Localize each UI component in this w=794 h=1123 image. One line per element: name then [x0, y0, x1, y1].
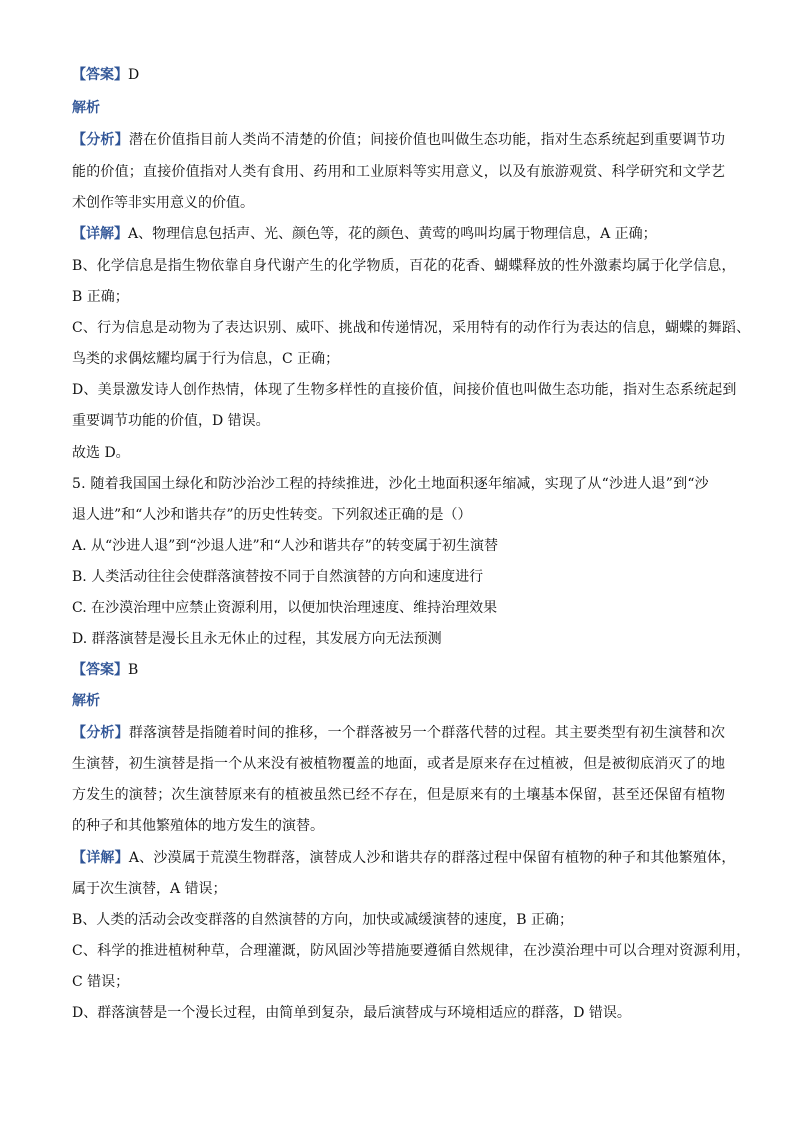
xiangjie-tag: 【详解】	[72, 850, 129, 866]
q5-stem-line-1: 5. 随着我国国土绿化和防沙治沙工程的持续推进，沙化土地面积逐年缩减，实现了从“沙进人退”到“沙	[72, 476, 709, 492]
q4-line-c-2: 鸟类的求偶炫耀均属于行为信息，C 正确；	[72, 351, 340, 367]
xiangjie-text: A、物理信息包括声、光、颜色等，花的颜色、黄莺的鸣叫均属于物理信息，A 正确；	[128, 226, 657, 242]
xiangjie-tag: 【详解】	[72, 226, 128, 242]
analysis-tag: 解析	[72, 100, 100, 116]
answer-tag: 【答案】	[72, 662, 128, 678]
q5-option-b: B. 人类活动往往会使群落演替按不同于自然演替的方向和速度进行	[72, 569, 484, 585]
q4-line-d-1: D、美景激发诗人创作热情，体现了生物多样性的直接价值，间接价值也叫做生态功能，指对生态系统起到	[72, 382, 737, 398]
q4-fenxi-line-2: 能的价值；直接价值指对人类有食用、药用和工业原料等实用意义，以及有旅游观赏、科学研究和文学艺	[72, 164, 726, 180]
fenxi-text: 群落演替是指随着时间的推移，一个群落被另一个群落代替的过程。其主要类型有初生演替和次	[128, 725, 726, 741]
q5-option-d: D. 群落演替是漫长且永无休止的过程，其发展方向无法预测	[72, 631, 442, 647]
q4-fenxi-line-3: 术创作等非实用意义的价值。	[72, 195, 254, 211]
fenxi-tag: 【分析】	[72, 132, 129, 148]
q5-line-b-1: B、人类的活动会改变群落的自然演替的方向，加快或减缓演替的速度，B 正确；	[72, 912, 574, 928]
q5-fenxi-line-1	[72, 723, 732, 743]
q5-xiangjie-line-2: 属于次生演替，A 错误；	[72, 881, 227, 897]
q5-answer-line	[72, 660, 732, 680]
q5-option-a: A. 从“沙进人退”到“沙退人进”和“人沙和谐共存”的转变属于初生演替	[72, 538, 498, 554]
q4-line-b-1: B、化学信息是指生物依靠自身代谢产生的化学物质，百花的花香、蝴蝶释放的性外激素均属于化学信息，	[72, 258, 736, 274]
xiangjie-text: A、沙漠属于荒漠生物群落，演替成人沙和谐共存的群落过程中保留有植物的种子和其他繁殖体，	[128, 850, 736, 866]
q4-xiangjie-line-1	[72, 224, 732, 244]
q4-analysis-heading	[72, 98, 732, 118]
q5-fenxi-line-4: 的种子和其他繁殖体的地方发生的演替。	[72, 818, 324, 834]
q5-analysis-heading	[72, 691, 732, 711]
q4-line-d-2: 重要调节功能的价值，D 错误。	[72, 413, 270, 429]
q5-fenxi-line-3: 方发生的演替；次生演替原来有的植被虽然已经不存在，但是原来有的土壤基本保留，甚至还保留有植物	[72, 787, 726, 803]
q5-line-c-1: C、科学的推进植树种草，合理灌溉，防风固沙等措施要遵循自然规律，在沙漠治理中可以合理对资源利用，	[72, 943, 751, 959]
fenxi-text: 潜在价值指目前人类尚不清楚的价值；间接价值也叫做生态功能，指对生态系统起到重要调节功	[128, 132, 726, 148]
q4-conclusion: 故选 D。	[72, 445, 130, 461]
q4-line-b-2: B 正确；	[72, 289, 129, 305]
fenxi-tag: 【分析】	[72, 725, 129, 741]
q4-fenxi-line-1	[72, 130, 732, 150]
q5-line-c-2: C 错误；	[72, 974, 130, 990]
q5-line-d-1: D、群落演替是一个漫长过程，由简单到复杂，最后演替成与环境相适应的群落，D 错误。	[72, 1005, 631, 1021]
q5-option-c: C. 在沙漠治理中应禁止资源利用，以便加快治理速度、维持治理效果	[72, 600, 498, 616]
q5-fenxi-line-2: 生演替，初生演替是指一个从来没有被植物覆盖的地面，或者是原来存在过植被，但是被彻底消灭了的地	[72, 756, 726, 772]
answer-value: B	[128, 662, 139, 678]
q5-stem-line-2: 退人进”和“人沙和谐共存”的历史性转变。下列叙述正确的是（）	[72, 507, 472, 523]
q5-xiangjie-line-1	[72, 848, 736, 868]
answer-tag: 【答案】	[72, 67, 128, 83]
q4-line-c-1: C、行为信息是动物为了表达识别、威吓、挑战和传递情况，采用特有的动作行为表达的信息，蝴蝶的舞蹈、	[72, 320, 751, 336]
answer-value: D	[128, 67, 140, 83]
analysis-tag: 解析	[72, 693, 100, 709]
q4-answer-line	[72, 65, 732, 85]
